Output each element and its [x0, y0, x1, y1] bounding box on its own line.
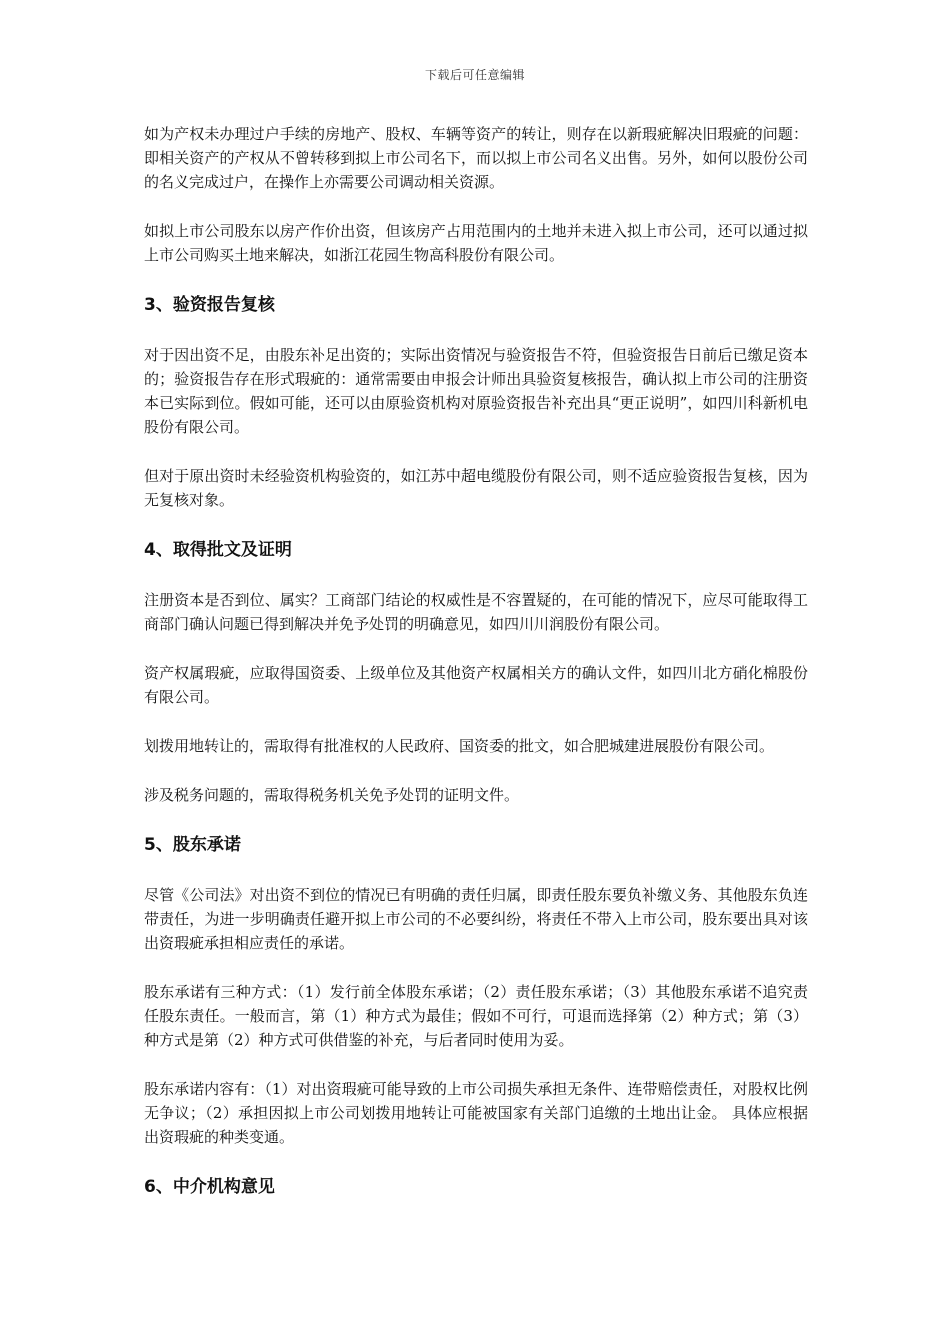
section-heading-approvals-and-certificates: 4、取得批文及证明	[144, 540, 292, 560]
paragraph-property-transfer: 如为产权未办理过户手续的房地产、股权、车辆等资产的转让，则存在以新瑕疵解决旧瑕疵的问题：即相关资产的产权从不曾转移到拟上市公司名下，而以拟上市公司名义出售。另外，如何以股份公司的名义完成过户，在操作上亦需要公司调动相关资源。	[144, 125, 808, 191]
paragraph-real-estate-contribution: 如拟上市公司股东以房产作价出资，但该房产占用范围内的土地并未进入拟上市公司，还可以通过拟上市公司购买土地来解决，如浙江花园生物高科股份有限公司。	[144, 222, 808, 264]
paragraph-allocated-land: 划拨用地转让的，需取得有批准权的人民政府、国资委的批文，如合肥城建进展股份有限公司。	[144, 737, 775, 755]
document-body	[144, 122, 808, 1225]
paragraph-commitment-methods: 股东承诺有三种方式：（1）发行前全体股东承诺；（2）责任股东承诺；（3）其他股东承诺不追究责任股东责任。一般而言，第（1）种方式为最佳；假如不可行，可退而选择第（2）种方式；第（3）种方式是第（2）种方式可供借鉴的补充，与后者同时使用为妥。	[144, 983, 808, 1049]
section-heading-shareholder-commitment: 5、股东承诺	[144, 835, 241, 855]
paragraph-registered-capital: 注册资本是否到位、属实？工商部门结论的权威性是不容置疑的，在可能的情况下，应尽可能取得工商部门确认问题已得到解决并免予处罚的明确意见，如四川川润股份有限公司。	[144, 591, 808, 633]
section-heading-capital-verification-review: 3、验资报告复核	[144, 295, 275, 315]
paragraph-asset-ownership: 资产权属瑕疵，应取得国资委、上级单位及其他资产权属相关方的确认文件，如四川北方硝化棉股份有限公司。	[144, 664, 808, 706]
paragraph-commitment-content: 股东承诺内容有：（1）对出资瑕疵可能导致的上市公司损失承担无条件、连带赔偿责任，对股权比例无争议；（2）承担因拟上市公司划拨用地转让可能被国家有关部门追缴的土地出让金。 具体应根据出资瑕疵的种类变通。	[144, 1080, 808, 1146]
paragraph-tax-issues: 涉及税务问题的，需取得税务机关免予处罚的证明文件。	[144, 786, 520, 804]
paragraph-company-law: 尽管《公司法》对出资不到位的情况已有明确的责任归属，即责任股东要负补缴义务、其他股东负连带责任，为进一步明确责任避开拟上市公司的不必要纠纷，将责任不带入上市公司，股东要出具对该出资瑕疵承担相应责任的承诺。	[144, 886, 808, 952]
page-header: 下载后可任意编辑	[424, 68, 525, 82]
paragraph-no-review-object: 但对于原出资时未经验资机构验资的，如江苏中超电缆股份有限公司，则不适应验资报告复核，因为无复核对象。	[144, 467, 808, 509]
section-heading-intermediary-opinion: 6、中介机构意见	[144, 1177, 275, 1197]
paragraph-verification-review: 对于因出资不足，由股东补足出资的；实际出资情况与验资报告不符，但验资报告日前后已缴足资本的；验资报告存在形式瑕疵的：通常需要由申报会计师出具验资复核报告，确认拟上市公司的注册资本已实际到位。假如可能，还可以由原验资机构对原验资报告补充出具“更正说明”，如四川科新机电股份有限公司。	[144, 346, 808, 436]
